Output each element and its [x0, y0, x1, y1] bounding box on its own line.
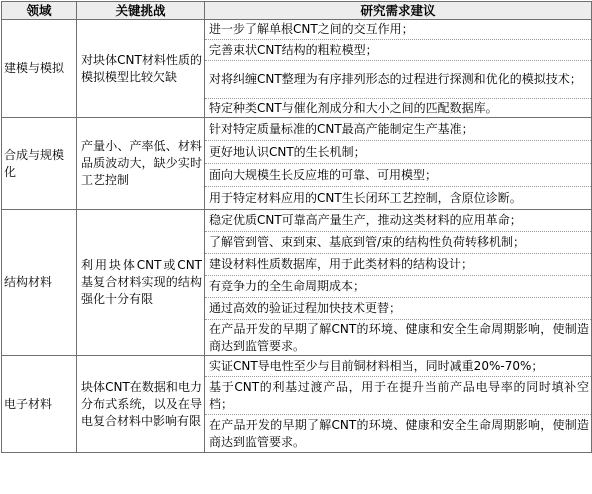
recommendation-cell: 建设材料性质数据库，用于此类材料的结构设计；: [205, 254, 592, 276]
header-recommendation: 研究需求建议: [205, 2, 592, 20]
recommendation-cell: 实证CNT导电性至少与目前铜材料相当，同时减重20%-70%；: [205, 356, 592, 377]
challenge-cell: 利用块体CNT或CNT基复合材料实现的结构强化十分有限: [77, 210, 205, 356]
challenge-cell: 对块体CNT材料性质的模拟模型比较欠缺: [77, 20, 205, 118]
recommendation-cell: 特定种类CNT与催化剂成分和大小之间的匹配数据库。: [205, 99, 592, 118]
recommendation-cell: 完善束状CNT结构的粗粒模型；: [205, 40, 592, 61]
recommendation-cell: 针对特定质量标准的CNT最高产能制定生产基准；: [205, 118, 592, 141]
header-domain: 领域: [2, 2, 77, 20]
domain-cell: 结构材料: [2, 210, 77, 356]
recommendation-cell: 通过高效的验证过程加快技术更替；: [205, 298, 592, 320]
recommendation-cell: 在产品开发的早期了解CNT的环境、健康和安全生命周期影响，使制造商达到监管要求。: [205, 320, 592, 356]
challenge-cell: 块体CNT在数据和电力分布式系统，以及在导电复合材料中影响有限: [77, 356, 205, 453]
recommendation-cell: 稳定优质CNT可靠高产量生产，推动这类材料的应用革命；: [205, 210, 592, 232]
header-challenge: 关键挑战: [77, 2, 205, 20]
recommendation-cell: 对将纠缠CNT整理为有序排列形态的过程进行探测和优化的模拟技术；: [205, 61, 592, 99]
table-row: [2, 118, 592, 141]
research-needs-table: [1, 1, 592, 453]
table-row: [2, 356, 592, 377]
recommendation-cell: 面向大规模生长反应堆的可靠、可用模型；: [205, 164, 592, 187]
domain-cell: 电子材料: [2, 356, 77, 453]
recommendation-cell: 基于CNT的利基过渡产品，用于在提升当前产品电导率的同时填补空档；: [205, 377, 592, 415]
domain-cell: 合成与规模化: [2, 118, 77, 210]
table-row: [2, 20, 592, 40]
recommendation-cell: 进一步了解单根CNT之间的交互作用；: [205, 20, 592, 40]
recommendation-cell: 有竞争力的全生命周期成本；: [205, 276, 592, 298]
recommendation-cell: 在产品开发的早期了解CNT的环境、健康和安全生命周期影响，使制造商达到监管要求。: [205, 415, 592, 453]
domain-cell: 建模与模拟: [2, 20, 77, 118]
challenge-cell: 产量小、产率低、材料品质波动大，缺少实时工艺控制: [77, 118, 205, 210]
recommendation-cell: 了解管到管、束到束、基底到管/束的结构性负荷转移机制；: [205, 232, 592, 254]
recommendation-cell: 更好地认识CNT的生长机制；: [205, 141, 592, 164]
recommendation-cell: 用于特定材料应用的CNT生长闭环工艺控制，含原位诊断。: [205, 187, 592, 210]
table-row: [2, 210, 592, 232]
header-row: [2, 2, 592, 20]
